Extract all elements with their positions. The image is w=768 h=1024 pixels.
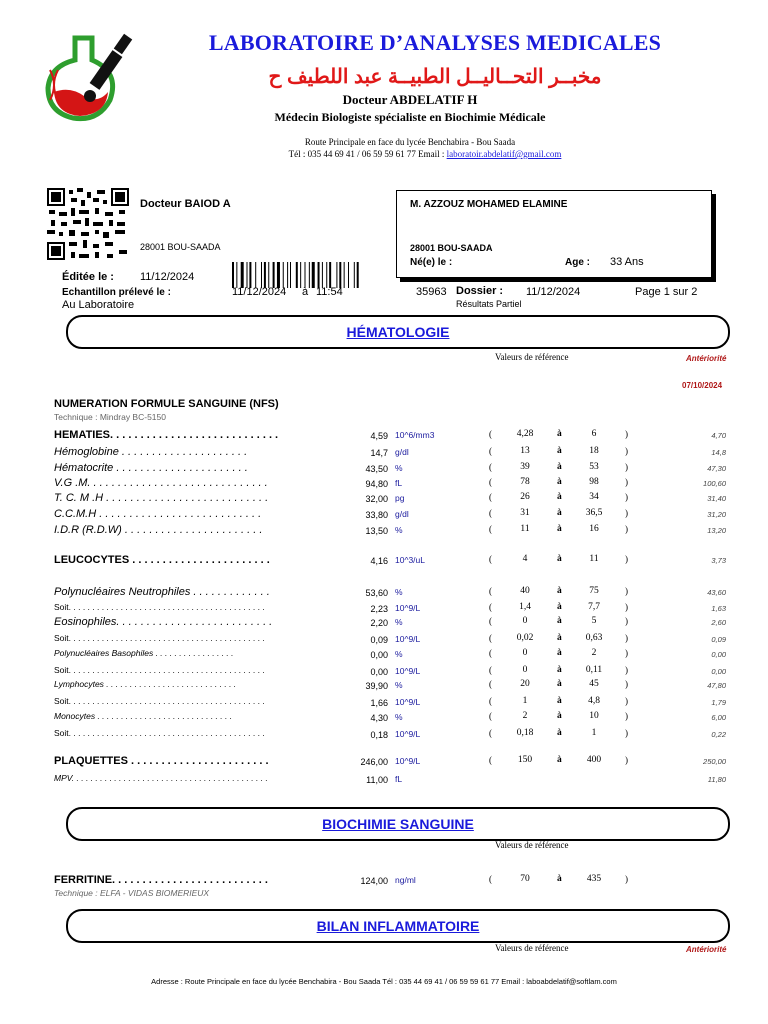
- test-label: LEUCOCYTES . . . . . . . . . . . . . . . . . . . . . . .: [54, 554, 270, 566]
- range-close: ): [625, 728, 628, 738]
- lab-contact: [210, 149, 640, 159]
- table-row: [0, 755, 768, 769]
- test-label: I.D.R (R.D.W) . . . . . . . . . . . . . . . . . . . . . . .: [54, 524, 263, 536]
- previous-value: 11,80: [707, 775, 726, 784]
- range-to: à: [557, 665, 562, 675]
- range-open: (: [489, 679, 492, 689]
- range-close: ): [625, 508, 628, 518]
- previous-value: 13,20: [707, 526, 726, 535]
- range-to: à: [557, 755, 562, 765]
- edited-date: 11/12/2024: [140, 271, 195, 283]
- test-value: 246,00: [360, 757, 388, 767]
- test-label: Lymphocytes . . . . . . . . . . . . . . . . . . . . . . . . . . . .: [54, 679, 237, 689]
- table-row: [0, 429, 768, 443]
- range-high: 2: [591, 648, 597, 658]
- previous-value: 0,09: [711, 635, 726, 644]
- test-value: 2,23: [370, 604, 388, 614]
- range-high: 400: [586, 755, 602, 765]
- test-unit: %: [395, 649, 403, 659]
- range-low: 39: [520, 462, 530, 472]
- range-open: (: [489, 633, 492, 643]
- result-status: Résultats Partiel: [456, 299, 522, 309]
- test-label: Eosinophiles. . . . . . . . . . . . . . . . . . . . . . . . . .: [54, 616, 273, 628]
- range-high: 36,5: [585, 508, 603, 518]
- range-high: 4,8: [588, 696, 600, 706]
- age-value: 33 Ans: [610, 256, 644, 268]
- range-high: 1: [591, 728, 597, 738]
- range-open: (: [489, 554, 492, 564]
- previous-value: 1,79: [711, 698, 726, 707]
- table-row: [0, 696, 768, 710]
- previous-value: 2,60: [711, 618, 726, 627]
- test-unit: 10^9/L: [395, 756, 421, 766]
- range-to: à: [557, 648, 562, 658]
- previous-value: 47,80: [707, 681, 726, 690]
- range-to: à: [557, 477, 562, 487]
- range-high: 5: [591, 616, 597, 626]
- patient-city: 28001 BOU-SAADA: [410, 243, 493, 253]
- qr-code-icon: [47, 188, 129, 260]
- anteriority-date: 07/10/2024: [682, 381, 723, 390]
- test-label: Polynucléaires Neutrophiles . . . . . . . . . . . . .: [54, 586, 270, 598]
- test-unit: 10^9/L: [395, 634, 421, 644]
- range-open: (: [489, 874, 492, 884]
- section-inflammatory: [66, 909, 730, 943]
- email-link[interactable]: laboratoir.abdelatif@gmail.com: [446, 149, 562, 159]
- sample-time: 11:54: [316, 286, 343, 298]
- prescriber-name: Docteur BAIOD A: [140, 198, 231, 210]
- range-low: 2: [522, 711, 528, 721]
- range-close: ): [625, 665, 628, 675]
- range-to: à: [557, 492, 562, 502]
- section-biochemistry: [66, 807, 730, 841]
- test-value: 94,80: [365, 479, 388, 489]
- lab-title: LABORATOIRE D’ANALYSES MEDICALES: [208, 30, 662, 55]
- table-row: [0, 773, 768, 787]
- range-to: à: [557, 446, 562, 456]
- test-value: 43,50: [365, 464, 388, 474]
- table-row: [0, 665, 768, 679]
- range-close: ): [625, 462, 628, 472]
- test-value: 13,50: [365, 526, 388, 536]
- range-to: à: [557, 586, 562, 596]
- dossier-number: 35963: [416, 286, 447, 298]
- range-close: ): [625, 696, 628, 706]
- previous-value: 3,73: [711, 556, 726, 565]
- age-label: Age :: [565, 257, 590, 268]
- test-unit: %: [395, 525, 403, 535]
- test-unit: pg: [395, 493, 405, 503]
- test-label: Hémoglobine . . . . . . . . . . . . . . . . . . . . .: [54, 446, 248, 458]
- prescriber-city: 28001 BOU-SAADA: [140, 242, 221, 252]
- table-row: [0, 602, 768, 616]
- test-unit: %: [395, 463, 403, 473]
- range-high: 11: [589, 554, 599, 564]
- previous-value: 1,63: [711, 604, 726, 613]
- range-low: 26: [520, 492, 530, 502]
- range-open: (: [489, 696, 492, 706]
- range-open: (: [489, 755, 492, 765]
- lab-logo-icon: [40, 30, 150, 125]
- ant-header: Antériorité: [686, 945, 727, 954]
- test-label: T. C. M .H . . . . . . . . . . . . . . . . . . . . . . . . . . .: [54, 492, 269, 504]
- range-close: ): [625, 602, 628, 612]
- test-value: 33,80: [365, 510, 388, 520]
- range-high: 16: [589, 524, 599, 534]
- range-close: ): [625, 586, 628, 596]
- range-low: 150: [517, 755, 533, 765]
- ant-header: Antériorité: [686, 354, 727, 363]
- range-high: 6: [591, 429, 597, 439]
- range-close: ): [625, 711, 628, 721]
- previous-value: 6,00: [711, 713, 726, 722]
- footer-address: Adresse : Route Principale en face du lycée Benchabira - Bou Saada Tél : 035 44 69 41 / 06 59 59 61 77 Email : laboabdelatif@softlam.com: [151, 977, 617, 986]
- previous-value: 47,30: [707, 464, 726, 473]
- test-label: Soit. . . . . . . . . . . . . . . . . . . . . . . . . . . . . . . . . . . . . . . . . .: [54, 665, 265, 675]
- section-hematology: [66, 315, 730, 349]
- section-inflammatory-title: BILAN INFLAMMATOIRE: [316, 918, 480, 934]
- range-low: 1,4: [519, 602, 531, 612]
- range-close: ): [625, 492, 628, 502]
- range-to: à: [557, 874, 562, 884]
- section-biochemistry-title: BIOCHIMIE SANGUINE: [322, 816, 474, 832]
- range-open: (: [489, 728, 492, 738]
- test-value: 32,00: [365, 494, 388, 504]
- ref-header: Valeurs de référence: [495, 943, 569, 953]
- previous-value: 100,60: [703, 479, 726, 488]
- doctor-specialty: Médecin Biologiste spécialiste en Biochimie Médicale: [274, 110, 546, 124]
- previous-value: 0,00: [711, 667, 726, 676]
- range-to: à: [557, 633, 562, 643]
- range-close: ): [625, 874, 628, 884]
- range-low: 4: [522, 554, 528, 564]
- previous-value: 31,20: [707, 510, 726, 519]
- range-close: ): [625, 648, 628, 658]
- test-label: PLAQUETTES . . . . . . . . . . . . . . . . . . . . . . .: [54, 755, 269, 767]
- lab-address: Route Principale en face du lycée Benchabira - Bou Saada: [304, 137, 516, 147]
- table-row: [0, 524, 768, 538]
- test-unit: %: [395, 587, 403, 597]
- range-high: 34: [589, 492, 599, 502]
- range-to: à: [557, 524, 562, 534]
- born-label: Né(e) le :: [410, 257, 453, 268]
- range-high: 7,7: [588, 602, 600, 612]
- range-open: (: [489, 429, 492, 439]
- test-value: 0,00: [370, 667, 388, 677]
- range-low: 0: [522, 648, 528, 658]
- table-row: [0, 633, 768, 647]
- test-unit: %: [395, 712, 403, 722]
- previous-value: 0,00: [711, 650, 726, 659]
- range-high: 10: [589, 711, 599, 721]
- range-low: 0: [522, 616, 528, 626]
- previous-value: 31,40: [707, 494, 726, 503]
- range-open: (: [489, 602, 492, 612]
- table-row: [0, 711, 768, 725]
- range-to: à: [557, 616, 562, 626]
- section-hematology-title: HÉMATOLOGIE: [346, 324, 450, 340]
- range-high: 0,63: [585, 633, 603, 643]
- dossier-label: Dossier :: [456, 285, 504, 297]
- table-row: [0, 508, 768, 522]
- table-row: [0, 679, 768, 693]
- test-value: 53,60: [365, 588, 388, 598]
- range-low: 0,02: [516, 633, 534, 643]
- table-row: [0, 874, 768, 888]
- test-label: V.G .M. . . . . . . . . . . . . . . . . . . . . . . . . . . . . .: [54, 477, 268, 489]
- test-unit: 10^9/L: [395, 603, 421, 613]
- range-high: 18: [589, 446, 599, 456]
- test-label: MPV. . . . . . . . . . . . . . . . . . . . . . . . . . . . . . . . . . . . . . . . . .: [54, 773, 268, 783]
- ref-header: Valeurs de référence: [495, 840, 569, 850]
- test-label: FERRITINE. . . . . . . . . . . . . . . . . . . . . . . . . .: [54, 874, 268, 886]
- range-to: à: [557, 508, 562, 518]
- range-open: (: [489, 648, 492, 658]
- range-high: 53: [589, 462, 599, 472]
- test-label: Hématocrite . . . . . . . . . . . . . . . . . . . . . .: [54, 462, 248, 474]
- nfs-technique: Technique : Mindray BC-5150: [54, 412, 166, 422]
- test-label: Polynucléaires Basophiles . . . . . . . . . . . . . . . . .: [54, 648, 234, 658]
- range-low: 20: [520, 679, 530, 689]
- range-to: à: [557, 679, 562, 689]
- range-to: à: [557, 728, 562, 738]
- range-low: 78: [520, 477, 530, 487]
- test-value: 4,59: [370, 431, 388, 441]
- range-close: ): [625, 446, 628, 456]
- test-value: 124,00: [360, 876, 388, 886]
- test-value: 0,00: [370, 650, 388, 660]
- test-unit: g/dl: [395, 447, 409, 457]
- ref-header: Valeurs de référence: [495, 352, 569, 362]
- range-low: 1: [522, 696, 528, 706]
- range-open: (: [489, 711, 492, 721]
- range-to: à: [557, 554, 562, 564]
- test-label: Monocytes . . . . . . . . . . . . . . . . . . . . . . . . . . . . .: [54, 711, 233, 721]
- sample-at: à: [302, 286, 309, 298]
- test-unit: 10^6/mm3: [395, 430, 435, 440]
- table-row: [0, 728, 768, 742]
- range-high: 435: [586, 874, 602, 884]
- range-open: (: [489, 477, 492, 487]
- range-open: (: [489, 524, 492, 534]
- page-info: Page 1 sur 2: [635, 286, 698, 298]
- test-value: 4,30: [370, 713, 388, 723]
- test-unit: %: [395, 617, 403, 627]
- test-unit: ng/ml: [395, 875, 416, 885]
- previous-value: 43,60: [707, 588, 726, 597]
- range-open: (: [489, 586, 492, 596]
- table-row: [0, 586, 768, 600]
- nfs-title: NUMERATION FORMULE SANGUINE (NFS): [54, 398, 279, 410]
- range-close: ): [625, 477, 628, 487]
- test-value: 0,09: [370, 635, 388, 645]
- test-label: Soit. . . . . . . . . . . . . . . . . . . . . . . . . . . . . . . . . . . . . . . . . .: [54, 633, 265, 643]
- sample-date: 11/12/2024: [232, 286, 287, 298]
- test-label: HEMATIES. . . . . . . . . . . . . . . . . . . . . . . . . . . .: [54, 429, 279, 441]
- test-value: 39,90: [365, 681, 388, 691]
- test-value: 14,7: [370, 448, 388, 458]
- range-low: 40: [520, 586, 530, 596]
- range-high: 75: [589, 586, 599, 596]
- test-value: 0,18: [370, 730, 388, 740]
- range-open: (: [489, 665, 492, 675]
- table-row: [0, 462, 768, 476]
- test-value: 1,66: [370, 698, 388, 708]
- test-label: Soit. . . . . . . . . . . . . . . . . . . . . . . . . . . . . . . . . . . . . . . . . .: [54, 696, 265, 706]
- range-high: 45: [589, 679, 599, 689]
- table-row: [0, 477, 768, 491]
- range-high: 98: [589, 477, 599, 487]
- previous-value: 14,8: [711, 448, 726, 457]
- barcode-icon: [232, 262, 392, 288]
- range-open: (: [489, 462, 492, 472]
- table-row: [0, 648, 768, 662]
- range-high: 0,11: [585, 665, 603, 675]
- range-close: ): [625, 554, 628, 564]
- test-unit: 10^9/L: [395, 729, 421, 739]
- lab-arabic-title: مخبــر التحــاليــل الطبيــة عبد اللطيف ح: [268, 66, 602, 88]
- sample-place: Au Laboratoire: [62, 299, 135, 311]
- table-row: [0, 616, 768, 630]
- range-low: 70: [520, 874, 530, 884]
- range-close: ): [625, 755, 628, 765]
- test-unit: 10^9/L: [395, 697, 421, 707]
- range-to: à: [557, 711, 562, 721]
- patient-name: M. AZZOUZ MOHAMED ELAMINE: [410, 199, 568, 210]
- test-label: Soit. . . . . . . . . . . . . . . . . . . . . . . . . . . . . . . . . . . . . . . . . .: [54, 728, 265, 738]
- test-unit: fL: [395, 478, 403, 488]
- test-unit: fL: [395, 774, 403, 784]
- dossier-date: 11/12/2024: [526, 286, 581, 298]
- range-to: à: [557, 696, 562, 706]
- range-to: à: [557, 462, 562, 472]
- range-low: 0: [522, 665, 528, 675]
- test-label: Soit. . . . . . . . . . . . . . . . . . . . . . . . . . . . . . . . . . . . . . . . . .: [54, 602, 265, 612]
- range-low: 4,28: [516, 429, 534, 439]
- table-row: [0, 446, 768, 460]
- ferritine-technique: Technique : ELFA - VIDAS BIOMERIEUX: [54, 888, 210, 898]
- range-close: ): [625, 616, 628, 626]
- sample-label: Echantillon prélevé le :: [62, 287, 171, 298]
- test-value: 2,20: [370, 618, 388, 628]
- doctor-name: Docteur ABDELATIF H: [342, 92, 478, 107]
- test-value: 11,00: [366, 775, 388, 785]
- range-open: (: [489, 508, 492, 518]
- range-close: ): [625, 633, 628, 643]
- test-unit: %: [395, 680, 403, 690]
- range-low: 31: [520, 508, 530, 518]
- range-open: (: [489, 616, 492, 626]
- test-label: C.C.M.H . . . . . . . . . . . . . . . . . . . . . . . . . . .: [54, 508, 262, 520]
- range-close: ): [625, 524, 628, 534]
- range-low: 11: [520, 524, 530, 534]
- range-open: (: [489, 446, 492, 456]
- contact-text: Tél : 035 44 69 41 / 06 59 59 61 77 Email :: [288, 149, 447, 159]
- previous-value: 250,00: [703, 757, 726, 766]
- range-to: à: [557, 429, 562, 439]
- range-low: 0,18: [516, 728, 534, 738]
- test-value: 4,16: [370, 556, 388, 566]
- previous-value: 0,22: [711, 730, 726, 739]
- range-open: (: [489, 492, 492, 502]
- previous-value: 4,70: [711, 431, 726, 440]
- test-unit: g/dl: [395, 509, 409, 519]
- range-low: 13: [520, 446, 530, 456]
- range-to: à: [557, 602, 562, 612]
- range-close: ): [625, 429, 628, 439]
- range-close: ): [625, 679, 628, 689]
- table-row: [0, 554, 768, 568]
- test-unit: 10^9/L: [395, 666, 421, 676]
- edited-label: Éditée le :: [62, 271, 114, 283]
- test-unit: 10^3/uL: [395, 555, 425, 565]
- table-row: [0, 492, 768, 506]
